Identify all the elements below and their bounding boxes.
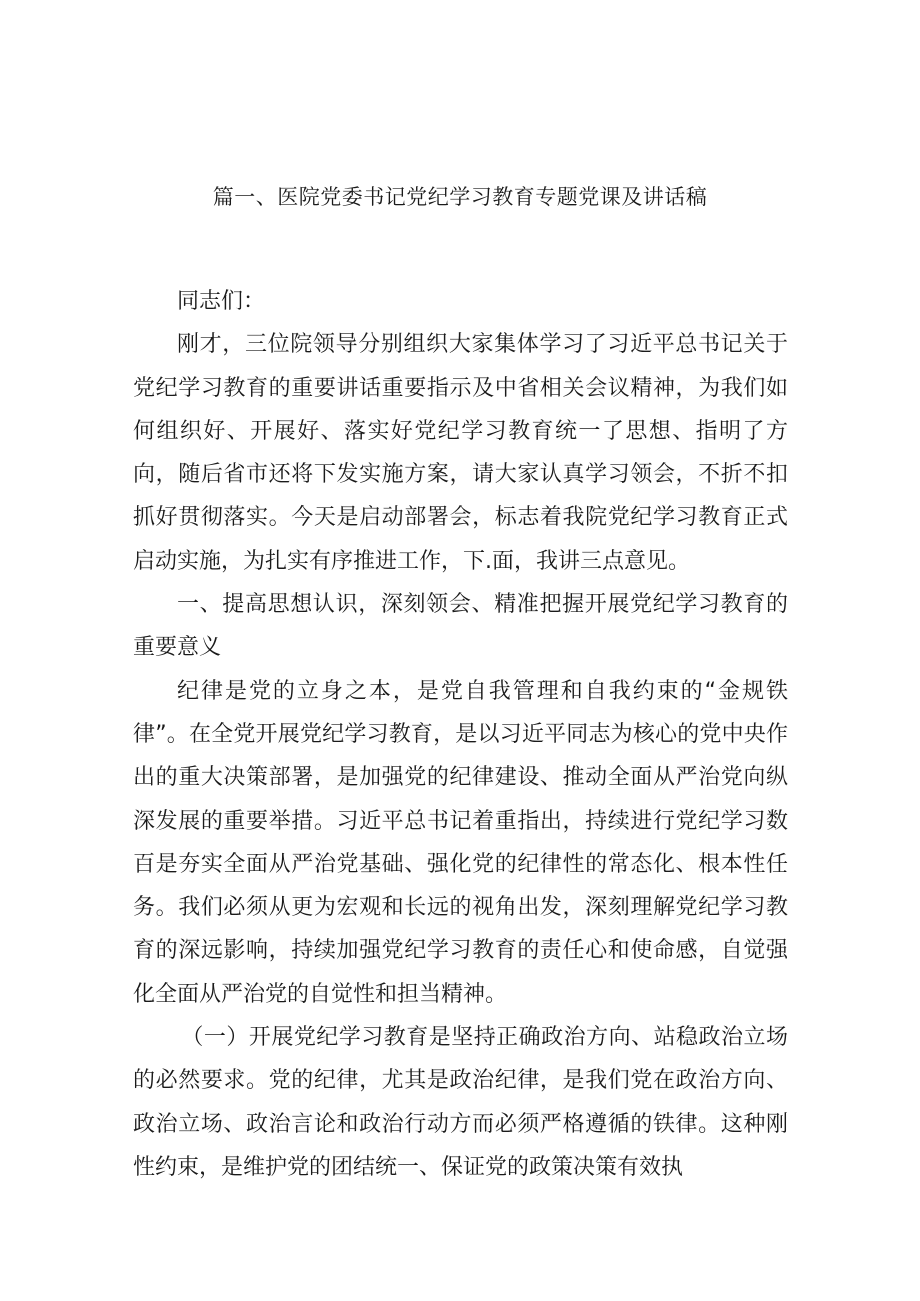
intro-paragraph: 刚才，三位院领导分别组织大家集体学习了习近平总书记关于党纪学习教育的重要讲话重要指示及中省相关会议精神，为我们如何组织好、开展好、落实好党纪学习教育统一了思想、指明了方向，随后省市还将下发实施方案，请大家认真学习领会，不折不扣抓好贯彻落实。今天是启动部署会，标志着我院党纪学习教育正式启动实施，为扎实有序推进工作，下.面，我讲三点意见。 — [133, 332, 788, 574]
body-paragraph-discipline: 纪律是党的立身之本，是党自我管理和自我约束的“金规铁律”。在全党开展党纪学习教育，是以习近平同志为核心的党中央作出的重大决策部署，是加强党的纪律建设、推动全面从严治党向纵深发展的重要举措。习近平总书记着重指出，持续进行党纪学习数百是夯实全面从严治党基础、强化党的纪律性的常态化、根本性任务。我们必须从更为宏观和长远的视角出发，深刻理解党纪学习教育的深远影响，持续加强党纪学习教育的责任心和使命感，自觉强化全面从严治党的自觉性和担当精神。 — [133, 678, 788, 1007]
salutation-paragraph: 同志们： — [177, 289, 266, 314]
subsection-paragraph-1: （一）开展党纪学习教育是坚持正确政治方向、站稳政治立场的必然要求。党的纪律，尤其是政治纪律，是我们党在政治方向、政治立场、政治言论和政治行动方而必须严格遵循的铁律。这种刚性约束，是维护党的团结统一、保证党的政策决策有效执 — [133, 1025, 788, 1180]
section-heading-1: 一、提高思想认识，深刻领会、精准把握开展党纪学习教育的重要意义 — [133, 592, 788, 661]
document-title: 篇一、医院党委书记党纪学习教育专题党课及讲话稿 — [212, 185, 708, 209]
document-body — [133, 280, 788, 1189]
